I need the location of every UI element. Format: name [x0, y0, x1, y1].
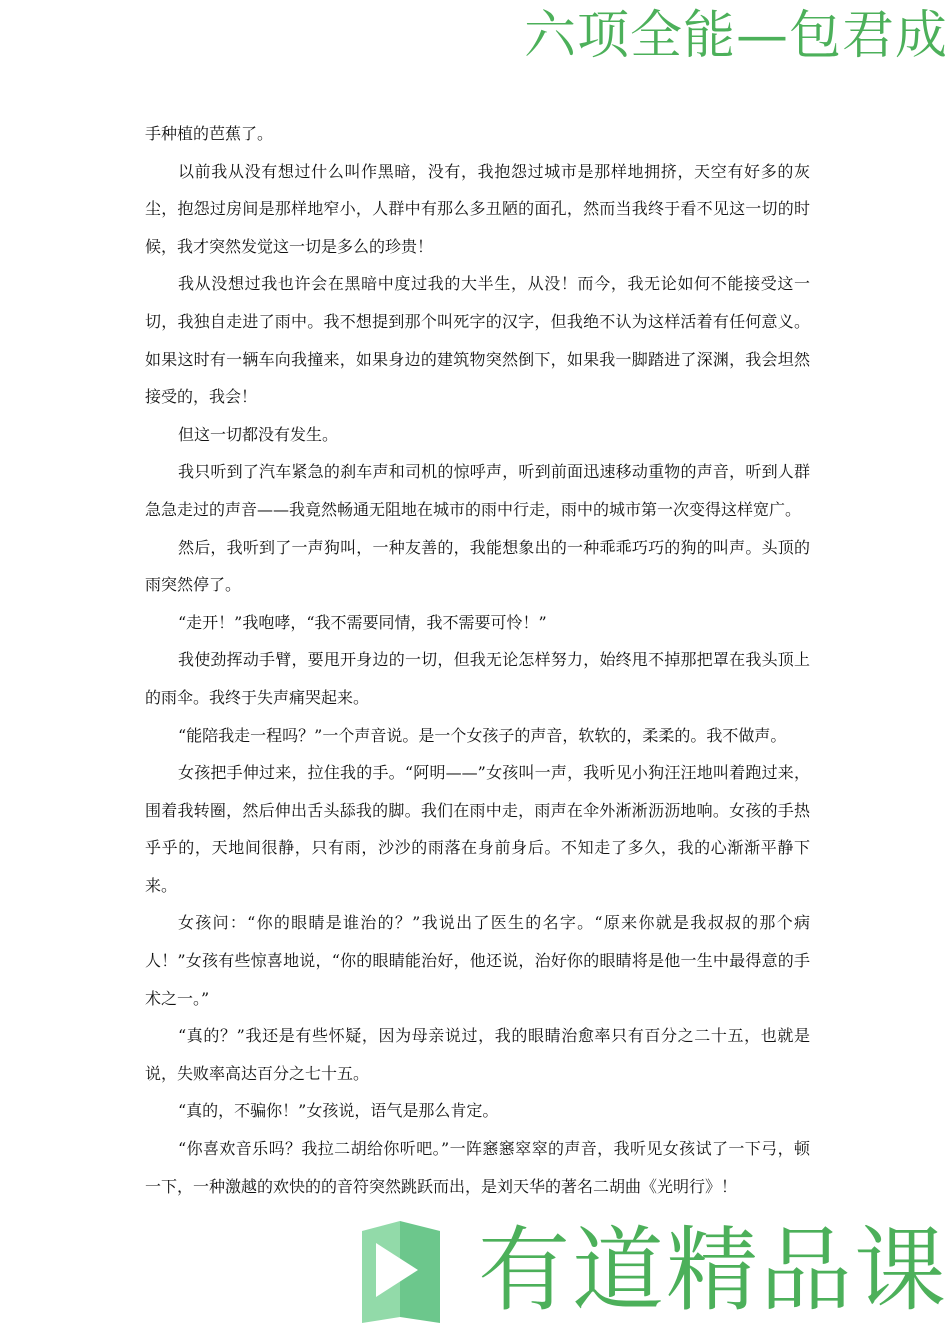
footer-brand-wordmark: 有道精品课 [478, 1217, 949, 1324]
paragraph: 以前我从没有想过什么叫作黑暗，没有，我抱怨过城市是那样地拥挤，天空有好多的灰尘，抱怨过房间是那样地窄小，人群中有那么多丑陋的面孔，然而当我终于看不见这一切的时候，我才突然发觉这一切是多么的珍贵！ [145, 161, 810, 256]
paragraph: 女孩把手伸过来，拉住我的手。“阿明——”女孩叫一声，我听见小狗汪汪地叫着跑过来，围着我转圈，然后伸出舌头舔我的脚。我们在雨中走，雨声在伞外淅淅沥沥地响。女孩的手热乎乎的，天地间很静，只有雨，沙沙的雨落在身前身后。不知走了多久，我的心渐渐平静下来。 [145, 763, 810, 895]
paragraph: “你喜欢音乐吗？我拉二胡给你听吧。”一阵窸窸窣窣的声音，我听见女孩试了一下弓，顿一下，一种激越的欢快的的音符突然跳跃而出，是刘天华的著名二胡曲《光明行》！ [145, 1139, 810, 1196]
paragraph: 我使劲挥动手臂，要甩开身边的一切，但我无论怎样努力，始终甩不掉那把罩在我头顶上的雨伞。我终于失声痛哭起来。 [145, 650, 810, 707]
paragraph: “能陪我走一程吗？”一个声音说。是一个女孩子的声音，软软的，柔柔的。我不做声。 [178, 725, 787, 745]
paragraph: “真的，不骗你！”女孩说，语气是那么肯定。 [178, 1101, 499, 1121]
paragraph: 手种植的芭蕉了。 [145, 124, 274, 143]
paragraph: “真的？”我还是有些怀疑，因为母亲说过，我的眼睛治愈率只有百分之二十五，也就是说，失败率高达百分之七十五。 [145, 1026, 810, 1083]
play-book-icon [340, 1205, 464, 1335]
paragraph: 但这一切都没有发生。 [178, 424, 339, 444]
document-body [145, 115, 810, 1205]
paragraph: 我从没想过我也许会在黑暗中度过我的大半生，从没！而今，我无论如何不能接受这一切，我独自走进了雨中。我不想提到那个叫死字的汉字，但我绝不认为这样活着有任何意义。如果这时有一辆车向我撞来，如果身边的建筑物突然倒下，如果我一脚踏进了深渊，我会坦然接受的，我会！ [145, 274, 810, 407]
paragraph: 我只听到了汽车紧急的刹车声和司机的惊呼声，听到前面迅速移动重物的声音，听到人群急急走过的声音——我竟然畅通无阻地在城市的雨中行走，雨中的城市第一次变得这样宽广。 [145, 462, 810, 519]
paragraph: 女孩问：“你的眼睛是谁治的？”我说出了医生的名字。“原来你就是我叔叔的那个病人！”女孩有些惊喜地说，“你的眼睛能治好，他还说，治好你的眼睛将是他一生中最得意的手术之一。” [145, 913, 810, 1008]
paragraph: “走开！”我咆哮，“我不需要同情，我不需要可怜！” [178, 612, 547, 632]
header-watermark: 六项全能—包君成 [523, 6, 948, 66]
paragraph: 然后，我听到了一声狗叫，一种友善的，我能想象出的一种乖乖巧巧的狗的叫声。头顶的雨突然停了。 [145, 537, 810, 595]
